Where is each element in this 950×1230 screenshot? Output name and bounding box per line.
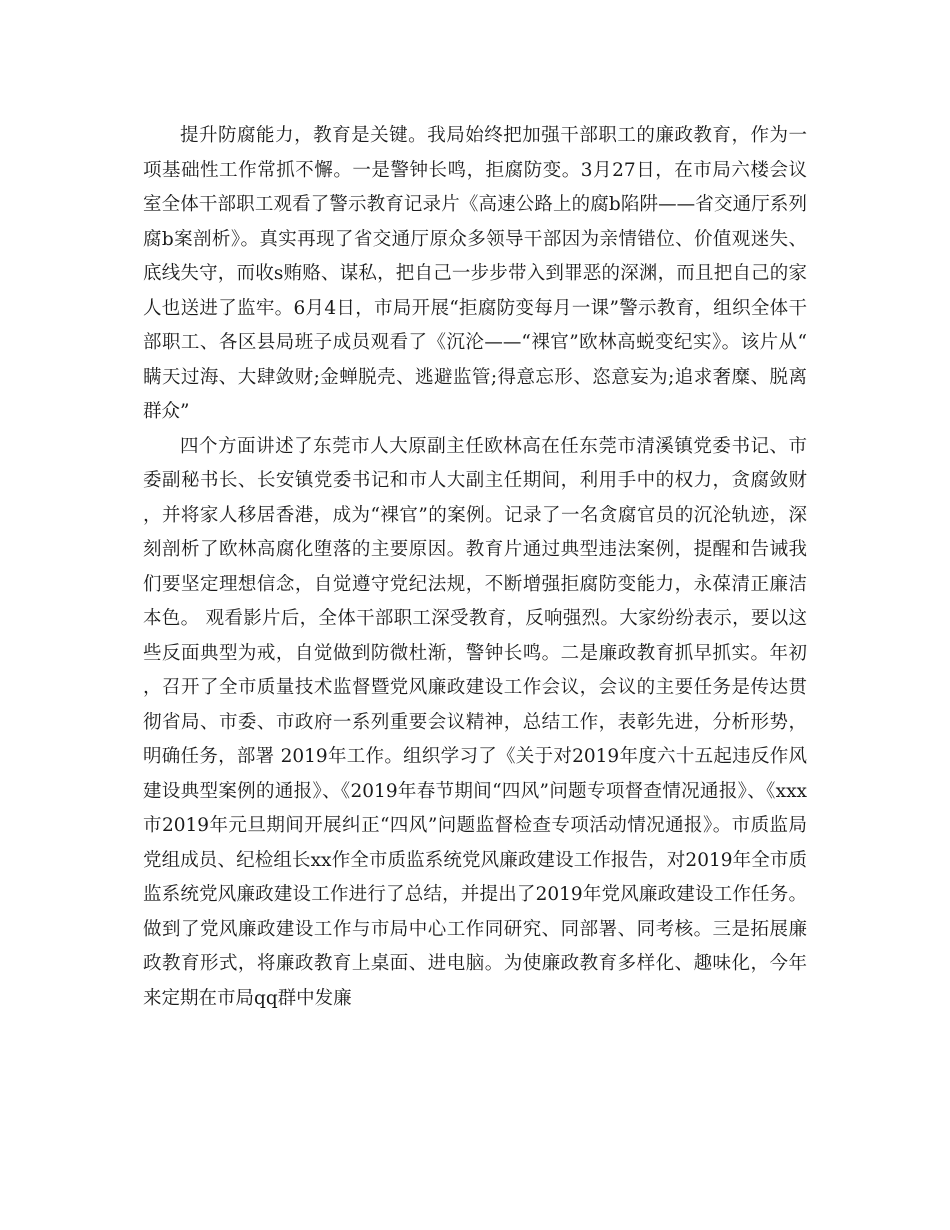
paragraph-1: 提升防腐能力，教育是关键。我局始终把加强干部职工的廉政教育，作为一项基础性工作常抓不懈。一是警钟长鸣，拒腐防变。3月27日，在市局六楼会议室全体干部职工观看了警示教育记录片《高速公路上的腐b陷阱——省交通厅系列腐b案剖析》。真实再现了省交通厅原众多领导干部因为亲情错位、价值观迷失、底线失守，而收s贿赂、谋私，把自己一步步带入到罪恶的深渊，而且把自己的家人也送进了监牢。6月4日，市局开展“拒腐防变每月一课”警示教育，组织全体干部职工、各区县局班子成员观看了《沉沦——“裸官”欧林高蜕变纪实》。该片从“瞒天过海、大肆敛财;金蝉脱壳、逃避监管;得意忘形、恣意妄为;追求奢糜、脱离群众”: [143, 125, 807, 422]
document-body: [143, 119, 807, 1016]
paragraph-2: 四个方面讲述了东莞市人大原副主任欧林高在任东莞市清溪镇党委书记、市委副秘书长、长安镇党委书记和市人大副主任期间，利用手中的权力，贪腐敛财，并将家人移居香港，成为“裸官”的案例。记录了一名贪腐官员的沉沦轨迹，深刻剖析了欧林高腐化堕落的主要原因。教育片通过典型违法案例，提醒和告诫我们要坚定理想信念，自觉遵守党纪法规，不断增强拒腐防变能力，永葆清正廉洁本色。 观看影片后，全体干部职工深受教育，反响强烈。大家纷纷表示，要以这些反面典型为戒，自觉做到防微杜渐，警钟长鸣。二是廉政教育抓早抓实。年初，召开了全市质量技术监督暨党风廉政建设工作会议，会议的主要任务是传达贯彻省局、市委、市政府一系列重要会议精神，总结工作，表彰先进，分析形势，明确任务，部署 2019年工作。组织学习了《关于对2019年度六十五起违反作风建设典型案例的通报》、《2019年春节期间“四风”问题专项督查情况通报》、《xxx 市2019年元旦期间开展纠正“四风”问题监督检查专项活动情况通报》。市质监局党组成员、纪检组长xx作全市质监系统党风廉政建设工作报告，对2019年全市质监系统党风廉政建设工作进行了总结，并提出了2019年党风廉政建设工作任务。做到了党风廉政建设工作与市局中心工作同研究、同部署、同考核。三是拓展廉政教育形式，将廉政教育上桌面、进电脑。为使廉政教育多样化、趣味化，今年来定期在市局qq群中发廉: [143, 435, 807, 1009]
